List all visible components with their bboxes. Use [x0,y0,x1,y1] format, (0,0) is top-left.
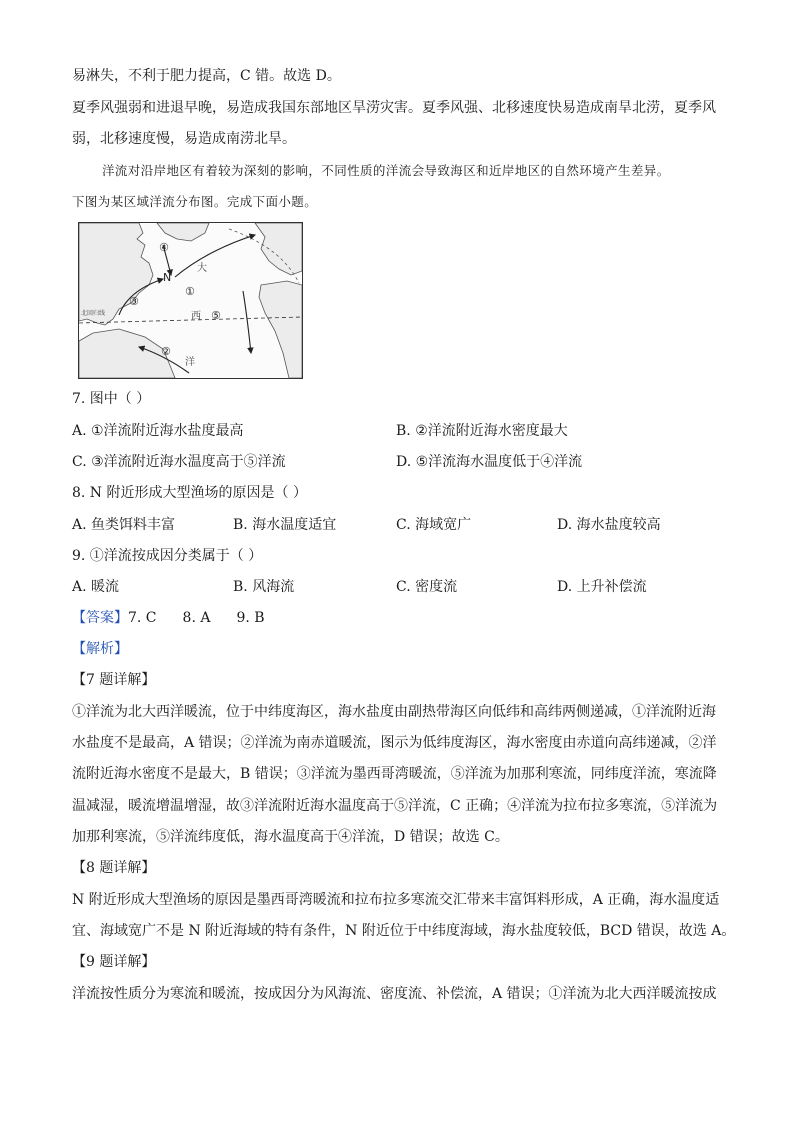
detail-9-line-1: 洋流按性质分为寒流和暖流，按成因分为风海流、密度流、补偿流，A 错误；①洋流为北大西洋暖流按成 [72,986,717,1002]
detail-9-title: 【9 题详解】 [72,954,156,970]
q9-option-b[interactable]: B. 风海流 [233,579,295,595]
answer-8: 8. A [182,610,211,626]
label-1: ① [185,285,195,298]
q8-option-d[interactable]: D. 海水盐度较高 [557,517,661,533]
prev-line-2: 夏季风强弱和进退早晚，易造成我国东部地区旱涝灾害。夏季风强、北移速度快易造成南旱北涝，夏季风 [72,100,716,116]
q7-option-b[interactable]: B. ②洋流附近海水密度最大 [396,423,568,439]
q9-stem: 9. ①洋流按成因分类属于（ ） [72,548,263,564]
q8-option-c[interactable]: C. 海域宽广 [396,517,472,533]
label-5: ⑤ [211,309,221,322]
detail-8-line-1: N 附近形成大型渔场的原因是墨西哥湾暖流和拉布拉多寒流交汇带来丰富饵料形成，A 正确，海水温度适 [72,892,720,908]
q8-option-b[interactable]: B. 海水温度适宜 [233,517,337,533]
answer-7: 7. C [128,610,157,626]
detail-7-line-5: 加那利寒流，⑤洋流纬度低，海水温度高于④洋流，D 错误；故选 C。 [72,829,509,845]
q8-stem: 8. N 附近形成大型渔场的原因是（ ） [72,485,307,501]
detail-7-title: 【7 题详解】 [72,672,156,688]
analysis-label: 【解析】 [72,641,128,657]
ocean-current-map [78,222,303,379]
current-1-arrow [175,235,255,277]
q8-option-a[interactable]: A. 鱼类饵料丰富 [72,517,176,533]
africa-land [259,281,302,378]
tropic-label: 北回归线 [81,310,106,317]
answer-line [72,608,265,628]
q7-option-d[interactable]: D. ⑤洋流海水温度低于④洋流 [396,454,583,470]
ocean-char-3: 洋 [185,357,195,368]
q7-stem: 7. 图中（ ） [72,391,151,407]
current-5-arrow [243,291,251,353]
ocean-char-1: 大 [197,263,207,274]
label-n: N [163,271,172,284]
label-3: ③ [129,295,139,308]
europe-land [255,223,302,275]
q7-option-c[interactable]: C. ③洋流附近海水温度高于⑤洋流 [72,454,286,470]
q9-option-a[interactable]: A. 暖流 [72,579,120,595]
answer-9: 9. B [236,610,265,626]
greenland-land [157,223,209,241]
label-2: ② [161,345,171,358]
q9-option-c[interactable]: C. 密度流 [396,579,458,595]
q7-option-a[interactable]: A. ①洋流附近海水盐度最高 [72,423,244,439]
detail-8-line-2: 宜、海域宽广不是 N 附近海域的特有条件，N 附近位于中纬度海域，海水盐度较低，BCD 错误，故选 A。 [72,923,736,939]
detail-7-line-3: 流附近海水密度不是最大，B 错误；③洋流为墨西哥湾暖流，⑤洋流为加那利寒流，同纬度洋流，寒流降 [72,766,717,782]
intro-line-2: 下图为某区域洋流分布图。完成下面小题。 [72,194,318,209]
detail-8-title: 【8 题详解】 [72,860,156,876]
detail-7-line-2: 水盐度不是最高，A 错误；②洋流为南赤道暖流，图示为低纬度海区，海水密度由赤道向高纬递减，②洋 [72,735,717,751]
ocean-char-2: 西 [191,311,201,322]
label-4: ④ [159,241,169,254]
map-drawing [79,223,302,378]
answer-label: 【答案】 [72,610,128,626]
detail-7-line-1: ①洋流为北大西洋暖流，位于中纬度海区，海水盐度由副热带海区向低纬和高纬两侧递减，①洋流附近海 [72,704,716,720]
q9-option-d[interactable]: D. 上升补偿流 [557,579,647,595]
prev-line-3: 弱，北移速度慢，易造成南涝北旱。 [72,131,296,147]
detail-7-line-4: 温减湿，暖流增温增湿，故③洋流附近海水温度高于⑤洋流，C 正确；④洋流为拉布拉多寒流，⑤洋流为 [72,798,718,814]
intro-line-1: 洋流对沿岸地区有着较为深刻的影响，不同性质的洋流会导致海区和近岸地区的自然环境产生差异。 [102,163,670,178]
prev-line-1: 易淋失，不利于肥力提高，C 错。故选 D。 [72,68,341,84]
